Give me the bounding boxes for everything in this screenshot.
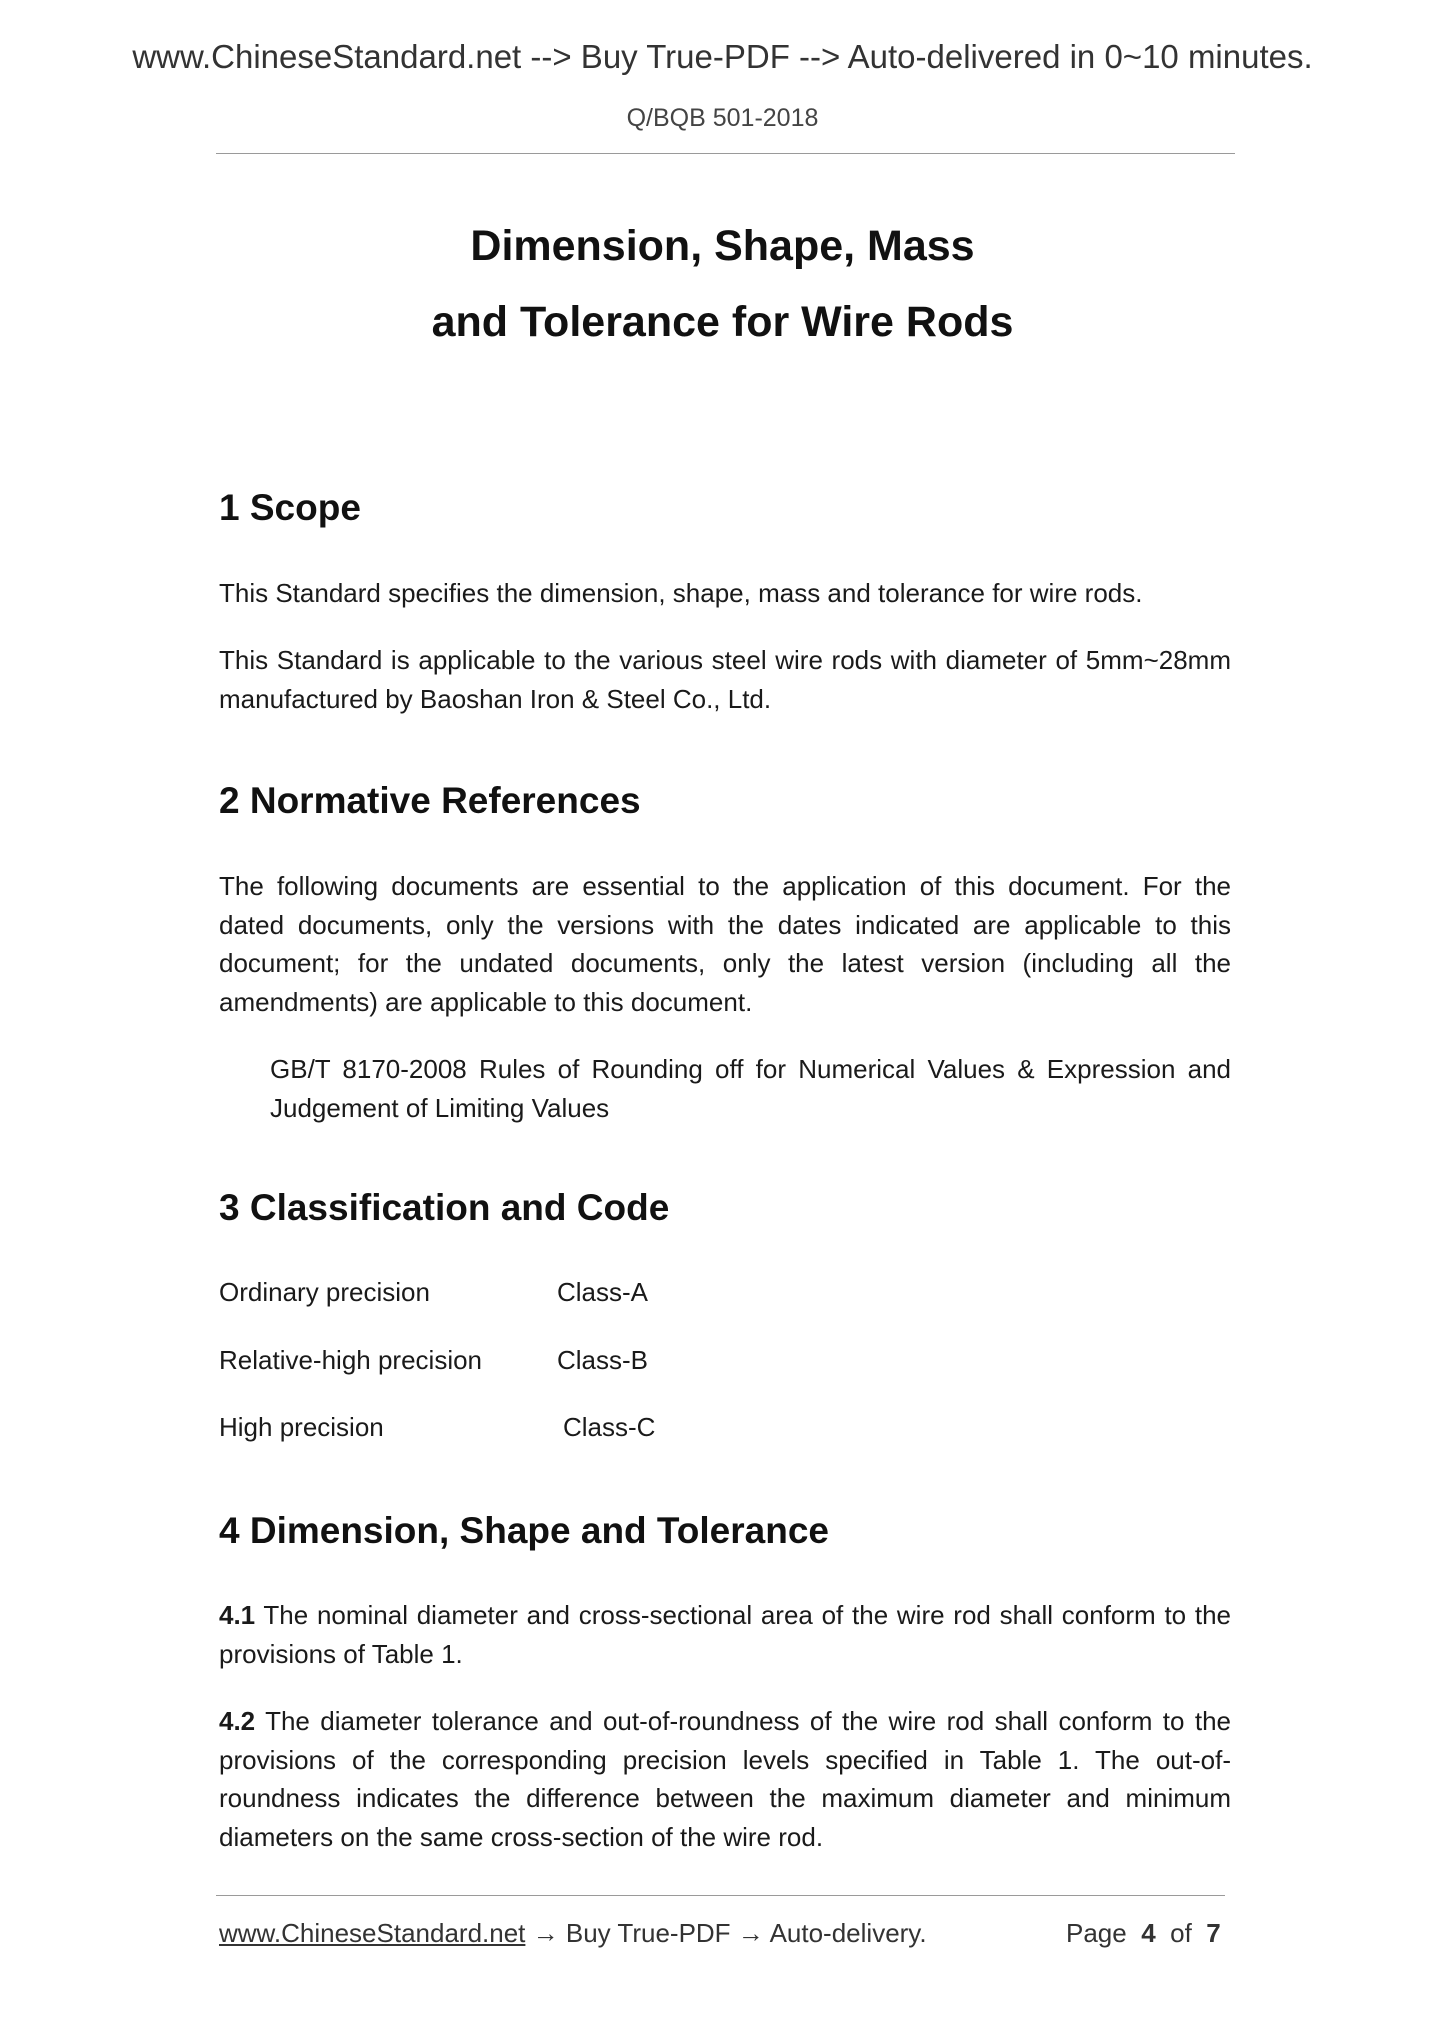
class-code-b: Class-B	[557, 1345, 649, 1375]
page-of-label: of	[1170, 1918, 1192, 1948]
section-2-heading: 2 Normative References	[219, 780, 641, 821]
header-divider	[216, 153, 1235, 154]
footer-website-link[interactable]: www.ChineseStandard.net	[219, 1918, 526, 1948]
section-2-paragraph-1: The following documents are essential to the application of this document. For the dated documents, only the versions with the dates indicated are applicable to this document; for the undated documents, only the latest version (including all the amendments) are applicable to this document.	[219, 871, 1231, 1017]
section-1-heading: 1 Scope	[219, 487, 361, 528]
header-banner: www.ChineseStandard.net --> Buy True-PDF --> Auto-delivered in 0~10 minutes.	[132, 38, 1313, 75]
clause-4-2	[219, 1702, 1231, 1856]
class-label-relative-high: Relative-high precision	[219, 1345, 483, 1375]
reference-item-1: GB/T 8170-2008 Rules of Rounding off for Numerical Values & Expression and Judgement of Limiting Values	[270, 1054, 1231, 1123]
section-4-heading: 4 Dimension, Shape and Tolerance	[219, 1510, 829, 1551]
footer-left	[219, 1918, 927, 1949]
class-code-c: Class-C	[563, 1412, 656, 1442]
page-indicator	[1066, 1918, 1221, 1949]
clause-4-2-number: 4.2	[219, 1706, 256, 1736]
page-title	[0, 208, 1445, 360]
class-code-a: Class-A	[557, 1277, 649, 1307]
clause-4-1-number: 4.1	[219, 1600, 256, 1630]
footer-divider	[216, 1895, 1225, 1896]
title-line-2: and Tolerance for Wire Rods	[431, 298, 1014, 346]
page-current: 4	[1141, 1918, 1156, 1948]
clause-4-1	[219, 1596, 1231, 1673]
section-1-paragraph-1: This Standard specifies the dimension, shape, mass and tolerance for wire rods.	[219, 578, 1143, 608]
section-1-paragraph-2: This Standard is applicable to the various steel wire rods with diameter of 5mm~28mm manufactured by Baoshan Iron & Steel Co., Ltd.	[219, 645, 1231, 714]
footer-delivery-text: → Buy True-PDF → Auto-delivery.	[525, 1918, 927, 1948]
class-label-high: High precision	[219, 1412, 384, 1442]
page-label: Page	[1066, 1918, 1127, 1948]
title-line-1: Dimension, Shape, Mass	[470, 222, 975, 270]
clause-4-1-text: The nominal diameter and cross-sectional area of the wire rod shall conform to the provisions of Table 1.	[219, 1600, 1231, 1669]
section-3-heading: 3 Classification and Code	[219, 1187, 670, 1228]
clause-4-2-text: The diameter tolerance and out-of-roundness of the wire rod shall conform to the provisions of the corresponding precision levels specified in Table 1. The out-of-roundness indicates the difference between the maximum diameter and minimum diameters on the same cross-section of the wire rod.	[219, 1706, 1231, 1852]
class-label-ordinary: Ordinary precision	[219, 1277, 430, 1307]
page-total: 7	[1206, 1918, 1221, 1948]
document-code: Q/BQB 501-2018	[626, 104, 819, 132]
